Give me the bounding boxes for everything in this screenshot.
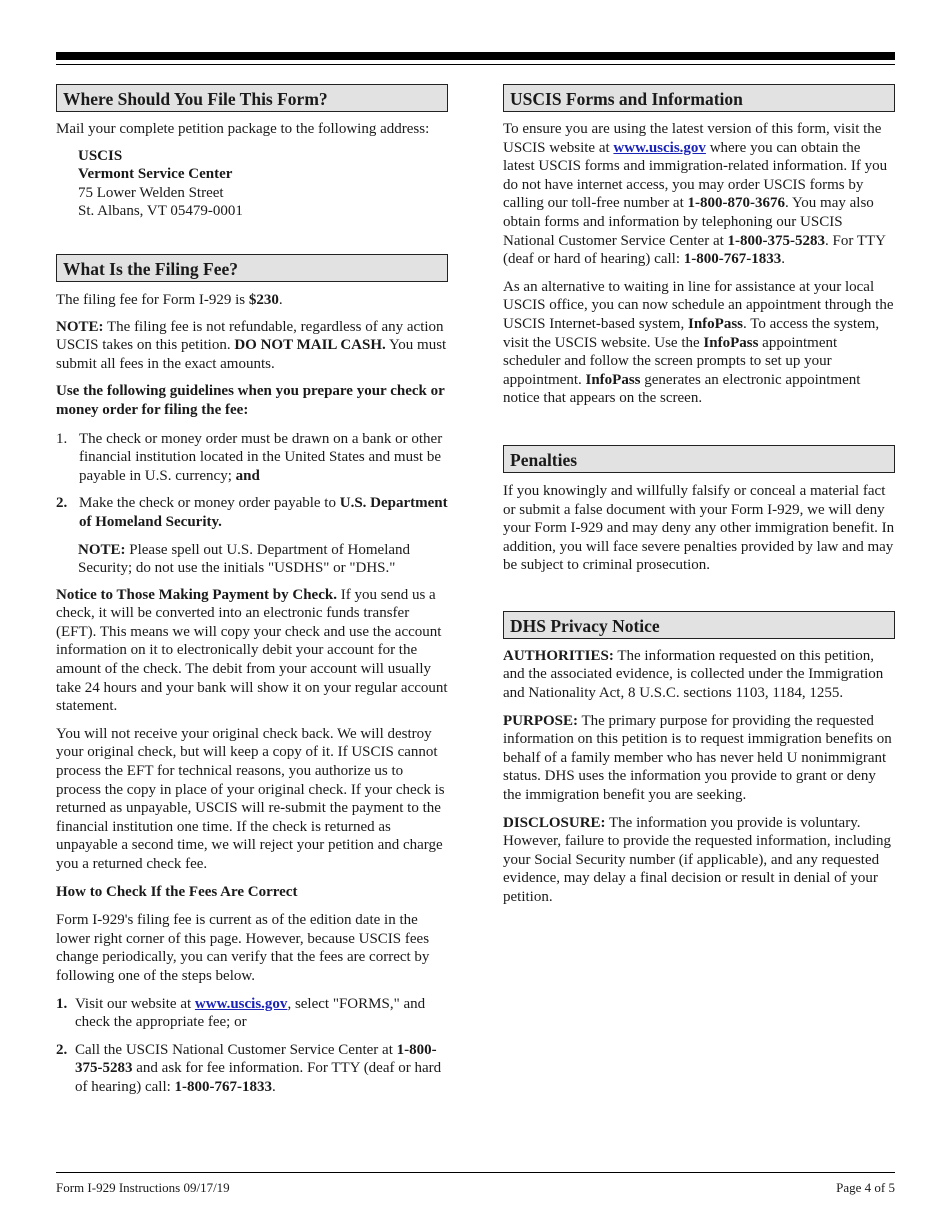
forms-info-heading: USCIS Forms and Information	[503, 84, 895, 112]
footer-page-number: Page 4 of 5	[836, 1180, 895, 1195]
fee-check-paragraph: Form I-929's filing fee is current as of the edition date in the lower right corner of this page. However, because USCIS fees change periodically, you can verify that the fees are correct by following one of the steps below.	[56, 912, 430, 984]
fee-check-heading: How to Check If the Fees Are Correct	[56, 883, 298, 900]
privacy-authorities: AUTHORITIES: The information requested on this petition, and the associated evidence, is collected under the Immigration and Nationality Act, 8 U.S.C. sections 1103, 1184, 1255.	[503, 647, 884, 702]
footer-form-name: Form I-929 Instructions 09/17/19	[56, 1180, 230, 1195]
address-line-city: St. Albans, VT 05479-0001	[78, 203, 243, 220]
fee-check-step: 1. Visit our website at www.uscis.gov, select "FORMS," and check the appropriate fee; or	[56, 995, 426, 1031]
payee-note: NOTE: Please spell out U.S. Department of Homeland Security; do not use the initials "USDHS" or "DHS."	[78, 541, 411, 577]
privacy-purpose: PURPOSE: The primary purpose for providing the requested information on this petition is to request immigration benefits on behalf of a family member who has never held U nonimmigrant status. DHS uses the information you provide to grant or deny the immigration benefit you are seeking.	[503, 712, 892, 804]
guideline-item: 1. The check or money order must be drawn on a bank or other financial institution located in the United States and must be payable in U.S. currency; and	[56, 430, 443, 484]
uscis-website-link[interactable]: www.uscis.gov	[613, 139, 706, 156]
fee-note: NOTE: The filing fee is not refundable, regardless of any action USCIS takes on this petition. DO NOT MAIL CASH. You must submit all fees in the exact amounts.	[56, 318, 447, 372]
footer-rule	[56, 1172, 895, 1173]
header-rule-thick	[56, 52, 895, 60]
left-column	[56, 84, 448, 1097]
where-file-intro: Mail your complete petition package to the following address:	[56, 121, 430, 137]
privacy-disclosure: DISCLOSURE: The information you provide is voluntary. However, failure to provide the requested information, including your Social Security number (if applicable), and any requested evidence, may delay a final decision or result in denial of your petition.	[503, 814, 892, 905]
check-payment-notice: Notice to Those Making Payment by Check. If you send us a check, it will be converted into an electronic funds transfer (EFT). This means we will copy your check and use the account information on it to electronically debit your account for the amount of the check. The debit from your account will usually take 24 hours and your bank will show it on your regular account statement.	[56, 586, 448, 715]
filing-fee-heading: What Is the Filing Fee?	[56, 254, 448, 282]
address-line-agency: USCIS	[78, 147, 123, 164]
right-column	[503, 84, 895, 907]
mailing-address	[56, 147, 448, 221]
guideline-item: 2. Make the check or money order payable to U.S. Department of Homeland Security.	[56, 495, 448, 530]
address-line-center: Vermont Service Center	[78, 166, 233, 183]
fee-amount: $230	[248, 291, 279, 308]
penalties-paragraph: If you knowingly and willfully falsify or conceal a material fact or submit a false document with your Form I-929, we will deny your Form I-929 and may deny any other immigration benefit. In addition, you will face severe penalties provided by law and may be subject to criminal prosecution.	[503, 482, 895, 574]
uscis-website-link[interactable]: www.uscis.gov	[194, 995, 288, 1012]
penalties-heading: Penalties	[503, 445, 895, 473]
fee-statement: The filing fee for Form I-929 is $230.	[56, 291, 283, 308]
header-rule-thin	[56, 64, 895, 65]
where-file-heading: Where Should You File This Form?	[56, 84, 448, 112]
forms-info-paragraph: To ensure you are using the latest version of this form, visit the USCIS website at www.uscis.gov where you can obtain the latest USCIS forms and immigration-related information. If you do not have internet access, you may order USCIS forms by calling our toll-free number at 1-800-870-3676. You may also obtain forms and information by telephoning our USCIS National Customer Service Center at 1-800-375-5283. For TTY (deaf or hard of hearing) call: 1-800-767-1833.	[503, 121, 888, 268]
address-line-street: 75 Lower Welden Street	[78, 184, 224, 201]
guidelines-heading: Use the following guidelines when you prepare your check or money order for filing the fee:	[56, 383, 445, 418]
check-return-paragraph: You will not receive your original check back. We will destroy your original check, but will keep a copy of it. If USCIS cannot process the EFT for technical reasons, you authorize us to process the copy in place of your original check. If your check is returned as unpayable, USCIS will re-submit the payment to the financial institution one time. If the check is returned as unpayable a second time, we will reject your petition and charge you a returned check fee.	[56, 725, 445, 872]
fee-check-step: 2. Call the USCIS National Customer Service Center at 1-800-375-5283 and ask for fee information. For TTY (deaf or hard of hearing) call: 1-800-767-1833.	[56, 1041, 442, 1095]
privacy-heading: DHS Privacy Notice	[503, 611, 895, 639]
infopass-paragraph: As an alternative to waiting in line for assistance at your local USCIS office, you can now schedule an appointment through the USCIS Internet-based system, InfoPass. To access the system, visit the USCIS website. Use the InfoPass appointment scheduler and follow the screen prompts to set up your appointment. InfoPass generates an electronic appointment notice that appears on the screen.	[503, 278, 894, 407]
